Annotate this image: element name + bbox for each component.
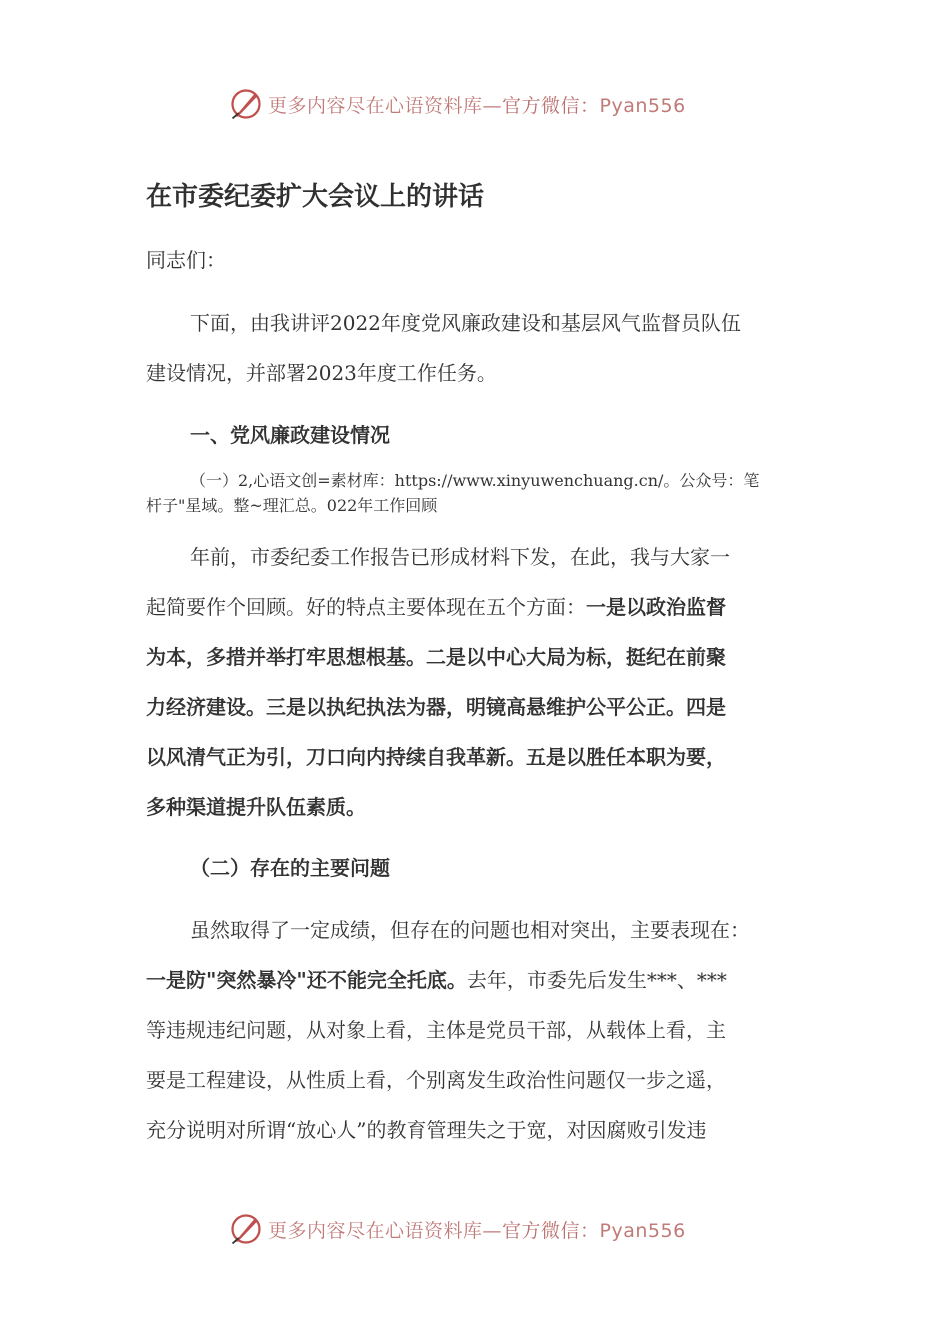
paragraph-1-line-6: 多种渠道提升队伍素质。 [146,795,366,819]
quill-logo-icon [228,1211,264,1247]
paragraph-1-line-4: 力经济建设。三是以执纪执法为器，明镜高悬维护公平公正。四是 [146,695,726,719]
paragraph-2-line-5: 充分说明对所谓“放心人”的教育管理失之于宽，对因腐败引发违 [146,1118,707,1142]
document-title: 在市委纪委扩大会议上的讲话 [146,182,485,212]
subsection-1-line-2: 杆子"星域。整~理汇总。022年工作回顾 [146,496,438,515]
paragraph-1-line-1: 年前，市委纪委工作报告已形成材料下发，在此，我与大家一 [190,545,730,569]
paragraph-1-line-2: 起简要作个回顾。好的特点主要体现在五个方面：一是以政治监督 [146,595,726,619]
subsection-1-line-1: （一）2,心语文创=素材库：https://www.xinyuwenchuang.cn/。公众号：笔 [190,471,760,490]
quill-logo-icon [228,86,264,122]
watermark-text: 更多内容尽在心语资料库—官方微信：Pyan556 [268,1219,686,1242]
section-1-heading: 一、党风廉政建设情况 [190,423,390,447]
paragraph-2-line-4: 要是工程建设，从性质上看，个别离发生政治性问题仅一步之遥， [146,1068,726,1092]
subsection-2-heading: （二）存在的主要问题 [190,856,390,880]
paragraph-2-line-2: 一是防"突然暴冷"还不能完全托底。去年，市委先后发生***、*** [146,968,727,992]
paragraph-2-line-1: 虽然取得了一定成绩，但存在的问题也相对突出，主要表现在： [190,918,750,942]
watermark-text: 更多内容尽在心语资料库—官方微信：Pyan556 [268,94,686,117]
footer-watermark-banner [228,1207,686,1251]
paragraph-1-line-3: 为本，多措并举打牢思想根基。二是以中心大局为标，挺纪在前聚 [146,645,726,669]
paragraph-1-line-5: 以风清气正为引，刀口向内持续自我革新。五是以胜任本职为要， [146,745,726,769]
intro-line-1: 下面，由我讲评2022年度党风廉政建设和基层风气监督员队伍 [190,311,741,335]
header-watermark-banner [228,82,686,126]
salutation: 同志们： [146,248,226,272]
paragraph-2-line-3: 等违规违纪问题，从对象上看，主体是党员干部，从载体上看，主 [146,1018,726,1042]
intro-line-2: 建设情况，并部署2023年度工作任务。 [146,361,497,385]
